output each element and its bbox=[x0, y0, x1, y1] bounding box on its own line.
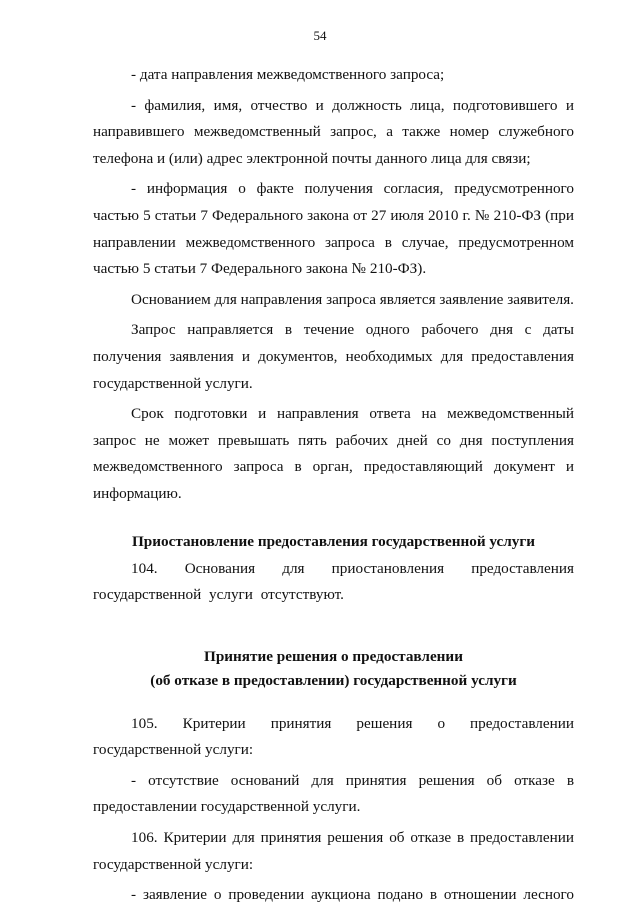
section-heading-block bbox=[93, 645, 574, 693]
paragraph: Срок подготовки и направления ответа на межведомственный запрос не может превышать пять рабочих дней со дня поступления межведомственного запроса в орган, предоставляющий документ и информацию. bbox=[93, 405, 574, 502]
paragraph: - информация о факте получения согласия, предусмотренного частью 5 статьи 7 Федерального закона от 27 июля 2010 г. № 210-ФЗ (при направлении межведомственного запроса в случае, предусмотренном частью 5 статьи 7 Федерального закона № 210-ФЗ). bbox=[93, 180, 574, 278]
paragraph: Запрос направляется в течение одного рабочего дня с даты получения заявления и документов, необходимых для предоставления государственной услуги. bbox=[93, 321, 574, 392]
document-body bbox=[93, 62, 574, 913]
paragraph: 105. Критерии принятия решения о предоставлении государственной услуги: bbox=[93, 714, 574, 759]
paragraph: Основанием для направления запроса является заявление заявителя. bbox=[131, 290, 574, 308]
paragraph: - фамилия, имя, отчество и должность лица, подготовившего и направившего межведомственный запрос, а также номер служебного телефона и (или) адрес электронной почты данного лица для связи; bbox=[93, 96, 574, 167]
page-number: 54 bbox=[313, 28, 327, 43]
paragraph: 104. Основания для приостановления предоставления государственной услуги отсутствуют. bbox=[93, 559, 574, 604]
paragraph: - заявление о проведении аукциона подано в отношении лесного bbox=[131, 886, 574, 904]
paragraph: - отсутствие оснований для принятия решения об отказе в предоставлении государственной услуги. bbox=[93, 771, 574, 816]
section-heading: Принятие решения о предоставлении bbox=[204, 647, 463, 665]
section-heading: (об отказе в предоставлении) государственной услуги bbox=[150, 671, 517, 689]
paragraph: 106. Критерии для принятия решения об отказе в предоставлении государственной услуги: bbox=[93, 829, 574, 873]
section-heading: Приостановление предоставления государственной услуги bbox=[131, 532, 536, 550]
paragraph: - дата направления межведомственного запроса; bbox=[131, 66, 445, 83]
